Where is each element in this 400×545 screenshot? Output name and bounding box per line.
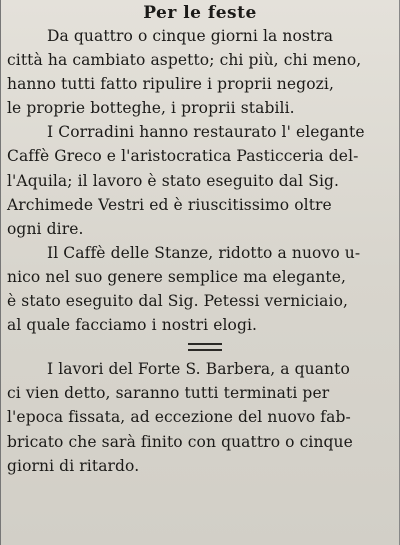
text-line: ogni dire. [7,219,84,238]
text-line: Archimede Vestri ed è riuscitissimo oltre [7,195,332,214]
section-separator [7,337,393,357]
text-line: l'Aquila; il lavoro è stato eseguito dal Sig. [7,171,340,190]
text-line: è stato eseguito dal Sig. Petessi verniciaio, [7,292,349,311]
text-line: Caffè Greco e l'aristocratica Pasticceria del- [7,147,359,166]
paragraph-caffe-stanze [7,241,393,337]
text-line: giorni di ritardo. [7,456,140,475]
article-column [7,2,393,478]
separator-rule [188,343,222,345]
paragraph-restoration [7,24,393,120]
text-line: nico nel suo genere semplice ma elegante, [7,267,347,286]
text-line: I Corradini hanno restaurato l' elegante [47,123,365,142]
text-line: città ha cambiato aspetto; chi più, chi meno, [7,51,362,70]
text-line: Il Caffè delle Stanze, ridotto a nuovo u- [47,243,361,262]
text-line: bricato che sarà finito con quattro o cinque [7,432,353,451]
text-line: I lavori del Forte S. Barbera, a quanto [47,360,350,379]
paragraph-corradini [7,120,393,240]
text-line: le proprie botteghe, i proprii stabili. [7,99,295,118]
text-line: al quale facciamo i nostri elogi. [7,316,258,335]
text-line: l'epoca fissata, ad eccezione del nuovo fab- [7,408,351,427]
paragraph-forte-barbera [7,357,393,477]
article-title: Per le feste [143,3,257,23]
text-line: hanno tutti fatto ripulire i proprii negozi, [7,75,334,94]
separator-rule [188,349,222,351]
text-line: ci vien detto, saranno tutti terminati per [7,384,330,403]
text-line: Da quattro o cinque giorni la nostra [47,27,334,45]
